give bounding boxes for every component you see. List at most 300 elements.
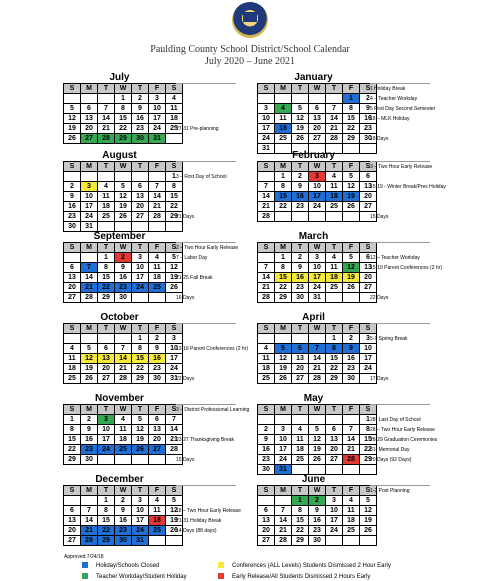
day-cell: 4 <box>258 344 275 354</box>
day-cell: 13 <box>258 516 275 526</box>
legend-label: Teacher Workday/Student Holiday <box>96 574 187 580</box>
day-cell: 25 <box>64 374 81 384</box>
week-row <box>64 415 183 425</box>
weekday-header: S <box>64 486 81 496</box>
day-cell: 12 <box>292 114 309 124</box>
day-cell: 29 <box>326 374 343 384</box>
month-notes-may <box>370 404 438 466</box>
day-cell: 10 <box>360 344 377 354</box>
calendar-january <box>257 83 377 154</box>
day-cell: 30 <box>115 293 132 303</box>
day-cell: 28 <box>115 374 132 384</box>
day-cell: 10 <box>166 344 183 354</box>
weekday-header: S <box>166 324 183 334</box>
day-cell <box>343 293 360 303</box>
weekday-header: T <box>292 405 309 415</box>
day-cell: 7 <box>81 263 98 273</box>
weekday-header: M <box>275 243 292 253</box>
day-cell: 1 <box>115 94 132 104</box>
day-cell: 29 <box>343 134 360 144</box>
day-cell: 25 <box>166 124 183 134</box>
day-cell: 20 <box>132 202 149 212</box>
day-cell: 3 <box>258 104 275 114</box>
day-cell: 11 <box>292 435 309 445</box>
day-cell: 18 <box>149 516 166 526</box>
day-cell: 4 <box>98 182 115 192</box>
month-title-july: July <box>109 72 130 83</box>
note-line <box>176 355 236 365</box>
calendar-october <box>63 323 183 384</box>
week-row <box>258 364 377 374</box>
week-row <box>64 222 183 232</box>
day-cell: 11 <box>258 354 275 364</box>
weekday-header: F <box>343 84 360 94</box>
weekday-header: T <box>326 405 343 415</box>
day-cell: 27 <box>64 293 81 303</box>
month-title-august: August <box>102 150 137 161</box>
day-cell: 24 <box>309 202 326 212</box>
day-cell: 1 <box>64 415 81 425</box>
day-cell: 1 <box>360 415 377 425</box>
day-cell <box>115 172 132 182</box>
day-cell: 26 <box>275 374 292 384</box>
day-cell: 6 <box>360 253 377 263</box>
day-cell <box>326 212 343 222</box>
day-cell: 11 <box>343 506 360 516</box>
day-cell: 9 <box>360 104 377 114</box>
week-row <box>64 425 183 435</box>
day-cell: 12 <box>309 435 326 445</box>
day-cell: 24 <box>132 526 149 536</box>
day-cell: 19 <box>132 435 149 445</box>
weekday-header: S <box>64 84 81 94</box>
day-cell: 16 <box>360 114 377 124</box>
day-cell <box>309 212 326 222</box>
note-line: 17 Days <box>370 376 389 382</box>
day-cell: 17 <box>132 516 149 526</box>
day-cell: 27 <box>149 445 166 455</box>
day-cell: 5 <box>309 425 326 435</box>
day-cell: 27 <box>258 536 275 546</box>
day-cell: 17 <box>326 516 343 526</box>
day-cell: 29 <box>132 374 149 384</box>
day-cell: 19 <box>343 192 360 202</box>
day-cell: 30 <box>360 134 377 144</box>
day-cell: 24 <box>326 526 343 536</box>
weekday-header: F <box>149 324 166 334</box>
note-line: 18 – MLK Holiday <box>370 116 410 122</box>
day-cell: 12 <box>275 354 292 364</box>
note-line <box>176 537 236 547</box>
day-cell: 22 <box>292 526 309 536</box>
note-line <box>370 193 430 203</box>
note-line: 12-16 Parent Conferences (2 hr) <box>176 346 248 352</box>
school-year: July 2020 – June 2021 <box>205 56 295 67</box>
day-cell: 17 <box>98 435 115 445</box>
day-cell: 22 <box>360 445 377 455</box>
week-row <box>64 344 183 354</box>
calendar-may <box>257 404 377 475</box>
weekday-header: T <box>326 243 343 253</box>
day-cell: 6 <box>64 506 81 516</box>
day-cell: 24 <box>98 445 115 455</box>
day-cell: 7 <box>258 263 275 273</box>
day-cell: 5 <box>360 496 377 506</box>
note-line: 15-19 - Winter Break/Pres Holiday <box>370 184 446 190</box>
day-cell: 8 <box>166 182 183 192</box>
day-cell: 4 <box>326 172 343 182</box>
day-cell: 2 <box>149 334 166 344</box>
day-cell: 17 <box>309 273 326 283</box>
day-cell <box>98 222 115 232</box>
day-cell: 8 <box>115 104 132 114</box>
legend-swatch <box>82 562 88 568</box>
day-cell: 3 <box>309 172 326 182</box>
day-cell: 25 <box>149 283 166 293</box>
day-cell: 9 <box>115 506 132 516</box>
day-cell: 25 <box>292 455 309 465</box>
day-cell <box>258 415 275 425</box>
day-cell: 17 <box>81 202 98 212</box>
calendar-february <box>257 161 377 222</box>
day-cell <box>343 212 360 222</box>
day-cell: 22 <box>132 364 149 374</box>
day-cell: 23 <box>64 212 81 222</box>
weekday-header: F <box>149 405 166 415</box>
week-row <box>64 104 183 114</box>
legend-label: Conferences (ALL Levels) Students Dismissed 2 Hour Early <box>232 563 391 569</box>
week-row <box>258 293 377 303</box>
weekday-header: F <box>149 486 166 496</box>
day-cell: 9 <box>132 104 149 114</box>
day-cell: 10 <box>132 506 149 516</box>
day-cell: 4 <box>115 415 132 425</box>
week-row <box>258 374 377 384</box>
day-cell: 20 <box>81 124 98 134</box>
day-cell: 24 <box>258 134 275 144</box>
day-cell: 21 <box>166 435 183 445</box>
week-row <box>258 134 377 144</box>
day-cell: 26 <box>309 455 326 465</box>
week-row <box>64 283 183 293</box>
month-notes-june <box>370 485 430 547</box>
month-title-october: October <box>100 312 139 323</box>
day-cell: 27 <box>292 374 309 384</box>
day-cell: 12 <box>343 182 360 192</box>
day-cell: 27 <box>98 374 115 384</box>
weekday-header: T <box>132 486 149 496</box>
day-cell: 6 <box>149 415 166 425</box>
weekday-header: T <box>98 405 115 415</box>
day-cell: 24 <box>275 455 292 465</box>
weekday-header: W <box>115 84 132 94</box>
day-cell: 10 <box>309 182 326 192</box>
day-cell: 12 <box>360 506 377 516</box>
day-cell: 26 <box>292 134 309 144</box>
weekday-header: T <box>292 243 309 253</box>
day-cell: 12 <box>64 114 81 124</box>
day-cell: 22 <box>343 124 360 134</box>
day-cell: 19 <box>292 124 309 134</box>
day-cell: 21 <box>81 526 98 536</box>
day-cell: 21 <box>115 364 132 374</box>
day-cell: 12 <box>343 263 360 273</box>
note-line: 28- Last Day of School <box>370 417 421 423</box>
note-line: 31- Memorial Day <box>370 447 410 453</box>
day-cell: 11 <box>115 425 132 435</box>
day-cell: 4 <box>149 496 166 506</box>
weekday-header: M <box>81 84 98 94</box>
note-line <box>370 537 430 547</box>
day-cell: 15 <box>132 354 149 364</box>
day-cell: 5 <box>166 253 183 263</box>
day-cell: 20 <box>292 364 309 374</box>
week-row <box>258 536 377 546</box>
weekday-header: T <box>292 324 309 334</box>
day-cell: 21 <box>326 124 343 134</box>
day-cell: 7 <box>115 344 132 354</box>
weekday-header: F <box>343 243 360 253</box>
note-line <box>176 183 236 193</box>
weekday-header: F <box>343 324 360 334</box>
month-title-june: June <box>301 474 326 485</box>
day-cell: 9 <box>81 425 98 435</box>
day-cell: 2 <box>81 415 98 425</box>
day-cell: 28 <box>309 374 326 384</box>
day-cell: 7 <box>326 104 343 114</box>
weekday-header: T <box>292 162 309 172</box>
legend-label: Holiday/Schools Closed <box>96 563 160 569</box>
weekday-header: S <box>258 405 275 415</box>
day-cell: 15 <box>115 114 132 124</box>
day-cell: 8 <box>343 104 360 114</box>
day-cell: 6 <box>81 104 98 114</box>
day-cell: 15 <box>64 435 81 445</box>
day-cell: 21 <box>258 283 275 293</box>
day-cell: 22 <box>275 202 292 212</box>
day-cell: 14 <box>149 192 166 202</box>
week-row <box>258 455 377 465</box>
day-cell: 6 <box>309 104 326 114</box>
day-cell: 2 <box>343 334 360 344</box>
day-cell: 3 <box>98 415 115 425</box>
day-cell: 13 <box>64 273 81 283</box>
day-cell: 5 <box>292 104 309 114</box>
day-cell <box>292 415 309 425</box>
weekday-header: S <box>360 84 377 94</box>
day-cell: 11 <box>149 263 166 273</box>
week-row <box>64 293 183 303</box>
day-cell: 19 <box>309 445 326 455</box>
day-cell: 29 <box>115 134 132 144</box>
day-cell: 3 <box>132 496 149 506</box>
day-cell: 16 <box>149 354 166 364</box>
day-cell: 6 <box>98 344 115 354</box>
note-line <box>370 274 430 284</box>
day-cell: 28 <box>149 212 166 222</box>
day-cell <box>258 334 275 344</box>
weekday-header: F <box>149 243 166 253</box>
weekday-header: S <box>360 324 377 334</box>
day-cell: 23 <box>309 526 326 536</box>
note-line: 3 – First Day of School <box>176 174 227 180</box>
day-cell: 6 <box>258 506 275 516</box>
day-cell: 1 <box>275 253 292 263</box>
note-line <box>176 365 236 375</box>
weekday-header: T <box>292 486 309 496</box>
note-line <box>176 95 236 105</box>
note-line <box>176 416 236 426</box>
day-cell: 28 <box>166 445 183 455</box>
day-cell: 13 <box>360 182 377 192</box>
weekday-header: W <box>309 243 326 253</box>
day-cell: 24 <box>81 212 98 222</box>
note-line: 14 Days (88 days) <box>176 528 217 534</box>
day-cell <box>132 293 149 303</box>
week-row <box>258 94 377 104</box>
day-cell <box>309 465 326 475</box>
week-row <box>64 253 183 263</box>
week-row <box>258 506 377 516</box>
weekday-header: S <box>258 243 275 253</box>
day-cell <box>149 536 166 546</box>
note-line <box>370 325 430 335</box>
day-cell: 27 <box>360 202 377 212</box>
weekday-header: F <box>149 162 166 172</box>
day-cell: 25 <box>258 374 275 384</box>
note-line <box>176 325 236 335</box>
day-cell: 18 <box>275 124 292 134</box>
note-line <box>370 345 430 355</box>
day-cell: 26 <box>115 212 132 222</box>
day-cell: 1 <box>275 172 292 182</box>
day-cell: 3 <box>326 496 343 506</box>
weekday-header: S <box>166 84 183 94</box>
day-cell <box>81 253 98 263</box>
weekday-header: S <box>258 84 275 94</box>
day-cell: 10 <box>309 263 326 273</box>
note-line <box>370 284 430 294</box>
day-cell: 3 <box>275 425 292 435</box>
note-line: 28 – Two Hour Early Release <box>370 427 435 433</box>
day-cell <box>64 253 81 263</box>
day-cell: 18 <box>115 435 132 445</box>
week-row <box>258 182 377 192</box>
day-cell: 8 <box>292 506 309 516</box>
note-line <box>176 193 236 203</box>
month-notes-september <box>176 242 239 304</box>
day-cell <box>64 496 81 506</box>
weekday-header: S <box>64 324 81 334</box>
district-seal-icon <box>232 2 268 38</box>
day-cell <box>81 172 98 182</box>
day-cell: 19 <box>64 124 81 134</box>
weekday-header: W <box>115 324 132 334</box>
day-cell: 30 <box>309 536 326 546</box>
day-cell: 21 <box>343 445 360 455</box>
weekday-header: T <box>132 405 149 415</box>
day-cell <box>343 536 360 546</box>
week-row <box>258 114 377 124</box>
calendar-december <box>63 485 183 546</box>
day-cell <box>292 465 309 475</box>
day-cell: 14 <box>81 273 98 283</box>
note-line: 3 – Two Hour Early Release <box>370 164 433 170</box>
week-row <box>258 344 377 354</box>
day-cell: 8 <box>360 425 377 435</box>
weekday-header: T <box>98 162 115 172</box>
day-cell: 15 <box>326 354 343 364</box>
day-cell: 29 <box>275 293 292 303</box>
week-row <box>64 364 183 374</box>
day-cell: 18 <box>326 192 343 202</box>
month-notes-january <box>370 83 436 145</box>
day-cell: 11 <box>326 263 343 273</box>
week-row <box>258 415 377 425</box>
week-row <box>64 334 183 344</box>
weekday-header: M <box>275 405 292 415</box>
weekday-header: T <box>326 324 343 334</box>
day-cell: 20 <box>258 526 275 536</box>
day-cell: 3 <box>360 334 377 344</box>
day-cell: 21 <box>149 202 166 212</box>
day-cell: 23 <box>292 283 309 293</box>
day-cell: 13 <box>360 263 377 273</box>
day-cell <box>115 455 132 465</box>
note-line: 1-2 Post Planning <box>370 488 410 494</box>
day-cell: 14 <box>115 354 132 364</box>
note-line <box>176 497 236 507</box>
month-notes-july <box>176 83 236 145</box>
month-notes-november <box>176 404 250 466</box>
day-cell <box>292 94 309 104</box>
week-row <box>258 263 377 273</box>
day-cell: 12 <box>81 354 98 364</box>
day-cell <box>309 94 326 104</box>
day-cell: 1 <box>98 496 115 506</box>
day-cell: 18 <box>258 364 275 374</box>
week-row <box>258 124 377 134</box>
day-cell <box>326 415 343 425</box>
day-cell: 18 <box>98 202 115 212</box>
day-cell: 20 <box>149 435 166 445</box>
day-cell: 2 <box>115 253 132 263</box>
calendar-march <box>257 242 377 303</box>
day-cell: 17 <box>275 445 292 455</box>
note-line <box>176 446 236 456</box>
legend-item <box>218 573 370 580</box>
weekday-header: W <box>309 486 326 496</box>
day-cell: 23 <box>149 364 166 374</box>
day-cell: 28 <box>81 536 98 546</box>
day-cell <box>275 94 292 104</box>
day-cell: 6 <box>360 172 377 182</box>
weekday-header: M <box>81 405 98 415</box>
weekday-header: M <box>275 486 292 496</box>
day-cell: 2 <box>292 253 309 263</box>
weekday-header: S <box>64 162 81 172</box>
day-cell: 23 <box>115 283 132 293</box>
note-line: 2 – Two Hour Early Release <box>176 245 239 251</box>
day-cell: 19 <box>115 202 132 212</box>
day-cell: 2 <box>258 425 275 435</box>
day-cell: 25 <box>326 283 343 293</box>
note-line: 22 Days <box>176 376 195 382</box>
day-cell <box>132 172 149 182</box>
day-cell <box>64 172 81 182</box>
day-cell: 10 <box>275 435 292 445</box>
note-line: 27-31 Pre-planning <box>176 126 219 132</box>
